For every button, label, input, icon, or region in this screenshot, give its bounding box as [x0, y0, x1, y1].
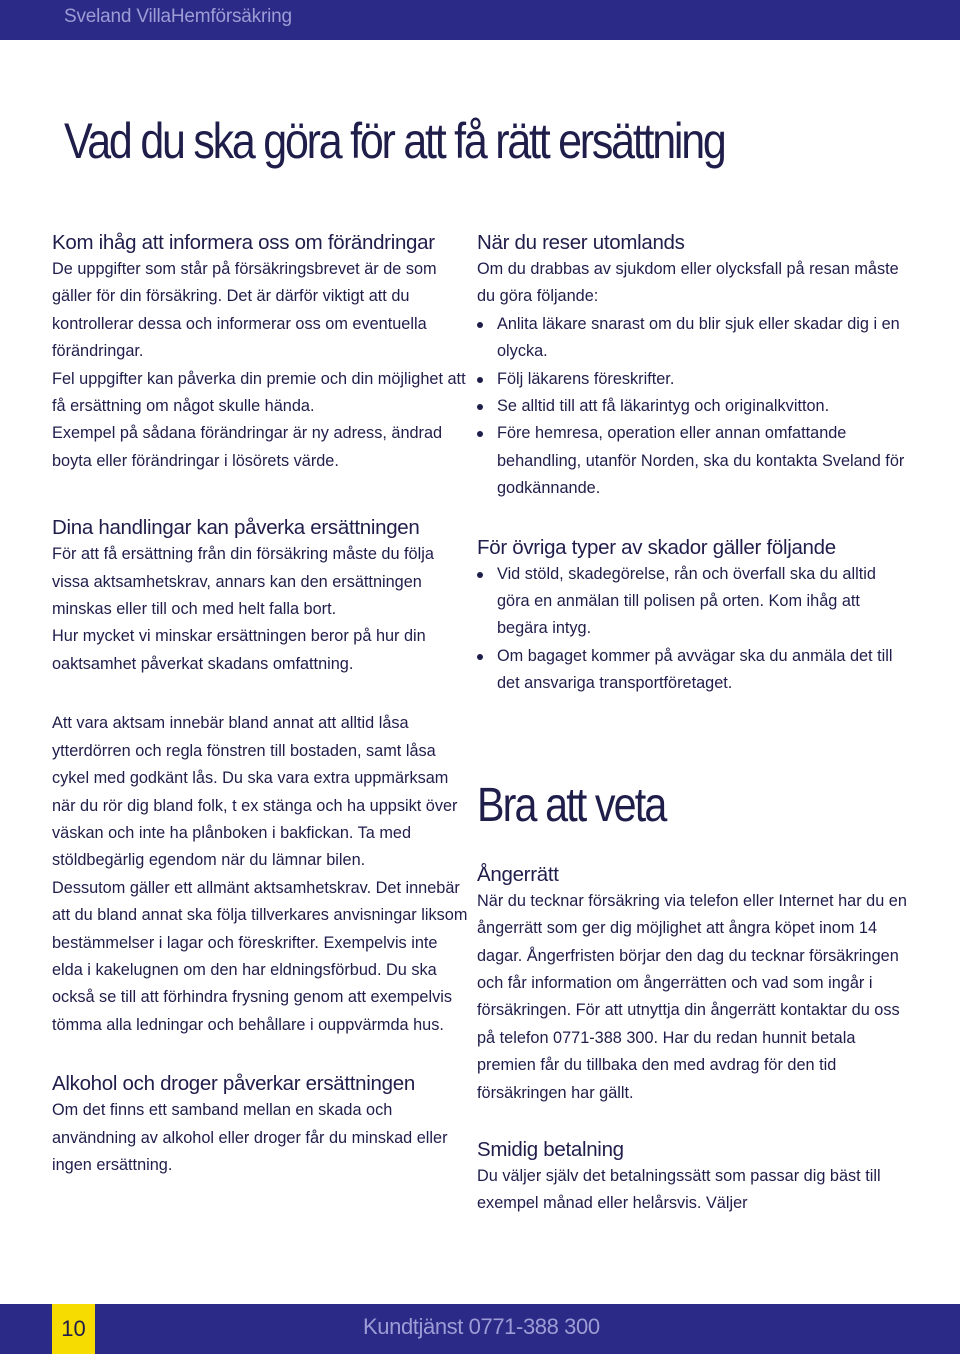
paragraph: Dessutom gäller ett allmänt aktsamhetskrav. Det innebär att du bland annat ska följa tillverkares anvisningar liksom bestämmelser i lagar och föreskrifter. Exempelvis inte elda i kakelugnen om den har eldningsförbud. Du ska också se till att förhindra frysning genom att exempelvis tömma alla ledningar och behållare i ouppvärmda hus.: [52, 878, 468, 1034]
left-column: [52, 230, 472, 1179]
list-item: Om bagaget kommer på avvägar ska du anmäla det till det ansvariga transportföretaget.: [477, 643, 907, 698]
section-heading-changes: Kom ihåg att informera oss om förändringar: [52, 231, 435, 254]
paragraph: Exempel på sådana förändringar är ny adress, ändrad boyta eller förändringar i lösörets värde.: [52, 424, 443, 470]
paragraph: Du väljer själv det betalningssätt som passar dig bäst till exempel månad eller helårsvis. Väljer: [477, 1166, 881, 1213]
list-item: Vid stöld, skadegörelse, rån och överfall ska du alltid göra en anmälan till polisen på orten. Kom ihåg att begära intyg.: [477, 561, 907, 643]
bullet-list-travel: [477, 311, 907, 503]
bullet-icon: [477, 431, 483, 437]
footer-bar: [0, 1304, 960, 1354]
section-heading-travel: När du reser utomlands: [477, 231, 685, 254]
paragraph: Om det finns ett samband mellan en skada och användning av alkohol eller droger får du minskad eller ingen ersättning.: [52, 1101, 448, 1174]
paragraph: Hur mycket vi minskar ersättningen beror på hur din oaktsamhet påverkat skadans omfattning.: [52, 627, 426, 673]
top-bar: [0, 0, 960, 40]
bullet-icon: [477, 322, 483, 328]
right-column: [477, 230, 907, 1218]
bullet-list-other: [477, 561, 907, 698]
footer-contact: Kundtjänst 0771-388 300: [363, 1314, 600, 1339]
bullet-icon: [477, 572, 483, 578]
bra-att-veta-title: Bra att veta: [477, 778, 666, 832]
page-title: Vad du ska göra för att få rätt ersättning: [64, 113, 725, 169]
bullet-icon: [477, 377, 483, 383]
list-item: Anlita läkare snarast om du blir sjuk eller skadar dig i en olycka.: [477, 311, 907, 366]
brand-header: Sveland VillaHemförsäkring: [64, 6, 292, 27]
paragraph: De uppgifter som står på försäkringsbrevet är de som gäller för din försäkring. Det är därför viktigt att du kontrollerar dessa och informerar oss om eventuella förändringar.: [52, 260, 437, 361]
heading-smidig-betalning: Smidig betalning: [477, 1137, 624, 1161]
bullet-icon: [477, 404, 483, 410]
paragraph: Att vara aktsam innebär bland annat att alltid låsa ytterdörren och regla fönstren till bostaden, samt låsa cykel med godkänt lås. Du ska vara extra uppmärksam när du rör dig bland folk, t ex stänga och ha uppsikt över väskan och inte ha plånboken i bakfickan. Ta med stöldbegärlig egendom när du lämnar bilen.: [52, 714, 458, 870]
page-number: 10: [52, 1304, 95, 1354]
list-item: Följ läkarens föreskrifter.: [477, 366, 907, 393]
list-item: Före hemresa, operation eller annan omfattande behandling, utanför Norden, ska du kontakta Sveland för godkännande.: [477, 420, 907, 502]
section-heading-other-damages: För övriga typer av skador gäller följande: [477, 535, 836, 559]
bullet-icon: [477, 654, 483, 660]
section-heading-actions: Dina handlingar kan påverka ersättningen: [52, 516, 420, 540]
paragraph: Fel uppgifter kan påverka din premie och din möjlighet att få ersättning om något skulle hända.: [52, 369, 466, 416]
paragraph: Om du drabbas av sjukdom eller olycksfall på resan måste du göra följande:: [477, 260, 899, 306]
list-item: Se alltid till att få läkarintyg och originalkvitton.: [477, 393, 907, 420]
paragraph: När du tecknar försäkring via telefon eller Internet har du en ångerrätt som ger dig möjlighet att ångra köpet inom 14 dagar. Ångerfristen börjar den dag du tecknar försäkringen och får information om ångerrätten och vad som ingår i försäkringen. För att utnyttja din ångerrätt kontaktar du oss på telefon 0771-388 300. Har du redan hunnit betala premien får du tillbaka den med avdrag för den tid försäkringen har gällt.: [477, 891, 907, 1102]
paragraph: För att få ersättning från din försäkring måste du följa vissa aktsamhetskrav, annars kan den ersättningen minskas eller till och med helt falla bort.: [52, 545, 434, 619]
section-heading-alcohol: Alkohol och droger påverkar ersättningen: [52, 1072, 415, 1096]
heading-angerratt: Ångerrätt: [477, 862, 559, 886]
